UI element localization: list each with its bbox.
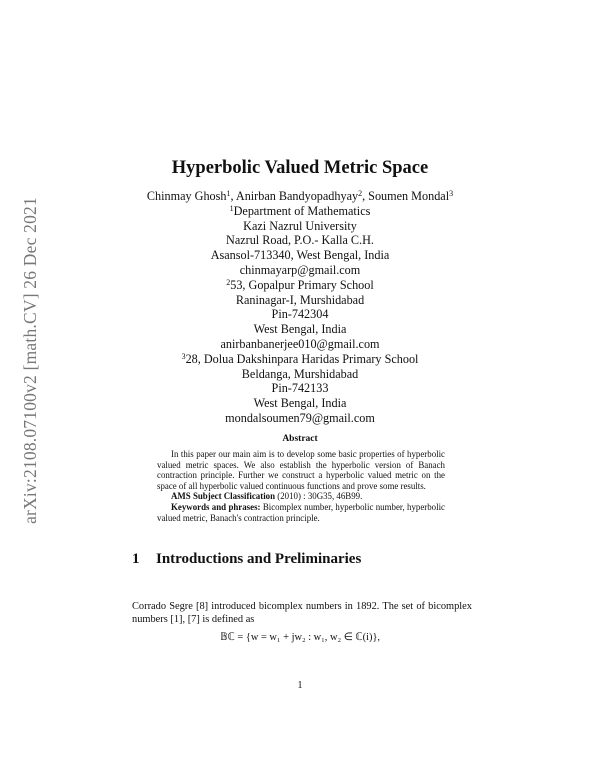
ams-classification [157,491,445,502]
keywords [157,502,445,523]
affiliation-line: Pin-742133 [271,381,329,396]
affiliation-line: $^3$28, Dolua Dakshinpara Haridas Primary School [181,351,419,366]
affiliation-superscript: 2 [226,277,231,287]
affiliation-line: West Bengal, India [253,396,347,411]
affiliation-superscript: 3 [181,351,186,361]
keywords-label: Keywords and phrases: [171,501,261,512]
arxiv-stamp-text: arXiv:2108.07100v2 [math.CV] 26 Dec 2021 [19,196,40,524]
affiliation-line: Raninagar-I, Murshidabad [235,292,365,307]
author-name: Chinmay Ghosh [146,189,227,203]
ams-label: AMS Subject Classification [171,491,276,502]
page-number: 1 [297,680,303,691]
affiliation-line: Pin-742304 [271,307,329,322]
abstract-text: In this paper our main aim is to develop some basic properties of hyperbolic valued metric spaces. We also establish the hyperbolic version of Banach contraction principle. Further we construct a hyperbolic valued metric on the space of all hyperbolic valued continuous functions and prove some results. [157,449,445,491]
affiliation-superscript: 1 [229,203,234,213]
section-heading [132,551,361,568]
author-email: mondalsoumen79@gmail.com [225,410,375,425]
author-superscript: 1 [226,189,231,198]
author-superscript: 3 [449,189,454,198]
affiliation-line: West Bengal, India [253,322,347,337]
ams-value: (2010) : 30G35, 46B99. [277,491,363,502]
affiliation-line: Nazrul Road, P.O.- Kalla C.H. [226,233,374,248]
body-paragraph: Corrado Segre [8] introduced bicomplex numbers in 1892. The set of bicomplex numbers [1], [7] is defined as [132,601,472,625]
paper-title: Hyperbolic Valued Metric Space [171,158,429,178]
author-email: chinmayarp@gmail.com [239,262,361,277]
abstract-heading: Abstract [282,434,318,444]
affiliation-line: $^2$53, Gopalpur Primary School [226,277,374,292]
abstract-body [157,449,445,523]
author-block [0,189,600,426]
author-name: Soumen Mondal [368,189,450,203]
author-name: Anirban Bandyopadhyay [235,189,359,203]
author-line: Chinmay Ghosh$^1$, Anirban Bandyopadhyay$^2$, Soumen Mondal$^3$ [146,189,454,203]
affiliation-line: Beldanga, Murshidabad [241,366,359,381]
keywords-value: Bicomplex number, hyperbolic number, hyperbolic valued metric, Banach's contraction principle. [157,501,445,523]
affiliation-line: Kazi Nazrul University [243,218,357,233]
section-number: 1 [132,551,140,567]
section-title: Introductions and Preliminaries [156,551,362,567]
author-email: anirbanbanerjee010@gmail.com [220,336,380,351]
affiliation-line: $^1$Department of Mathematics [229,203,371,218]
author-superscript: 2 [358,189,363,198]
equation: 𝔹ℂ = {w = w₁ + jw₂ : w₁, w₂ ∈ ℂ(i)}, [219,632,381,643]
affiliation-line: Asansol-713340, West Bengal, India [210,248,390,263]
